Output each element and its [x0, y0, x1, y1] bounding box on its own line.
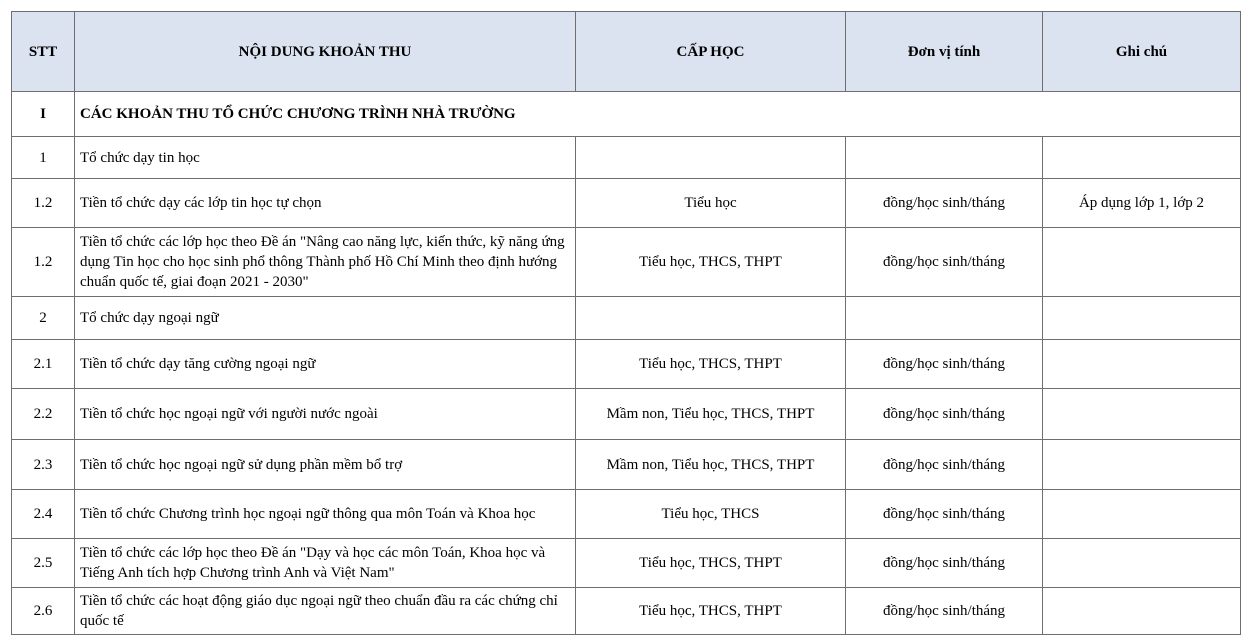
row-note	[1043, 228, 1241, 297]
header-stt: STT	[12, 12, 75, 92]
header-unit: Đơn vị tính	[846, 12, 1043, 92]
row-unit: đồng/học sinh/tháng	[846, 490, 1043, 539]
table-row	[12, 389, 1241, 440]
row-content: Tổ chức dạy tin học	[75, 137, 576, 179]
row-level: Tiểu học, THCS, THPT	[576, 340, 846, 389]
row-level: Tiểu học, THCS, THPT	[576, 588, 846, 635]
row-content: Tiền tổ chức học ngoại ngữ với người nước ngoài	[75, 389, 576, 440]
section-title: CÁC KHOẢN THU TỔ CHỨC CHƯƠNG TRÌNH NHÀ TRƯỜNG	[75, 92, 1241, 137]
row-content: Tiền tổ chức Chương trình học ngoại ngữ thông qua môn Toán và Khoa học	[75, 490, 576, 539]
row-note	[1043, 440, 1241, 490]
row-stt: 2	[12, 297, 75, 340]
row-unit	[846, 297, 1043, 340]
row-content: Tiền tổ chức dạy tăng cường ngoại ngữ	[75, 340, 576, 389]
row-unit: đồng/học sinh/tháng	[846, 588, 1043, 635]
section-row	[12, 92, 1241, 137]
row-content: Tiền tổ chức dạy các lớp tin học tự chọn	[75, 179, 576, 228]
table-row	[12, 340, 1241, 389]
header-content: NỘI DUNG KHOẢN THU	[75, 12, 576, 92]
row-content: Tiền tổ chức các lớp học theo Đề án "Nâng cao năng lực, kiến thức, kỹ năng ứng dụng Tin học cho học sinh phổ thông Thành phố Hồ Chí Minh theo định hướng chuẩn quốc tế, giai đoạn 2021 - 2030"	[75, 228, 576, 297]
table-row	[12, 440, 1241, 490]
row-note	[1043, 588, 1241, 635]
row-level	[576, 297, 846, 340]
row-note	[1043, 490, 1241, 539]
row-unit: đồng/học sinh/tháng	[846, 228, 1043, 297]
row-unit: đồng/học sinh/tháng	[846, 539, 1043, 588]
row-level: Tiểu học	[576, 179, 846, 228]
row-content: Tiền tổ chức các lớp học theo Đề án "Dạy và học các môn Toán, Khoa học và Tiếng Anh tích hợp Chương trình Anh và Việt Nam"	[75, 539, 576, 588]
row-note: Áp dụng lớp 1, lớp 2	[1043, 179, 1241, 228]
header-note: Ghi chú	[1043, 12, 1241, 92]
row-note	[1043, 340, 1241, 389]
row-stt: 2.5	[12, 539, 75, 588]
table-row	[12, 297, 1241, 340]
table-row	[12, 179, 1241, 228]
row-stt: 1.2	[12, 179, 75, 228]
table-row	[12, 539, 1241, 588]
row-stt: 1.2	[12, 228, 75, 297]
row-level: Tiểu học, THCS, THPT	[576, 539, 846, 588]
row-content: Tiền tổ chức các hoạt động giáo dục ngoại ngữ theo chuẩn đầu ra các chứng chỉ quốc tế	[75, 588, 576, 635]
row-stt: 2.1	[12, 340, 75, 389]
row-stt: 2.3	[12, 440, 75, 490]
table-row	[12, 588, 1241, 635]
row-note	[1043, 389, 1241, 440]
row-unit: đồng/học sinh/tháng	[846, 440, 1043, 490]
fee-table	[11, 11, 1241, 635]
row-note	[1043, 539, 1241, 588]
row-level: Mầm non, Tiểu học, THCS, THPT	[576, 440, 846, 490]
row-stt: 2.2	[12, 389, 75, 440]
row-note	[1043, 137, 1241, 179]
header-row	[12, 12, 1241, 92]
row-content: Tổ chức dạy ngoại ngữ	[75, 297, 576, 340]
section-stt: I	[12, 92, 75, 137]
row-unit: đồng/học sinh/tháng	[846, 340, 1043, 389]
table-row	[12, 490, 1241, 539]
row-unit: đồng/học sinh/tháng	[846, 389, 1043, 440]
row-unit	[846, 137, 1043, 179]
row-stt: 1	[12, 137, 75, 179]
row-level: Tiểu học, THCS	[576, 490, 846, 539]
row-level	[576, 137, 846, 179]
row-note	[1043, 297, 1241, 340]
row-level: Mầm non, Tiểu học, THCS, THPT	[576, 389, 846, 440]
table-row	[12, 228, 1241, 297]
header-level: CẤP HỌC	[576, 12, 846, 92]
row-stt: 2.6	[12, 588, 75, 635]
table-row	[12, 137, 1241, 179]
row-content: Tiền tổ chức học ngoại ngữ sử dụng phần mềm bổ trợ	[75, 440, 576, 490]
row-unit: đồng/học sinh/tháng	[846, 179, 1043, 228]
row-level: Tiểu học, THCS, THPT	[576, 228, 846, 297]
row-stt: 2.4	[12, 490, 75, 539]
